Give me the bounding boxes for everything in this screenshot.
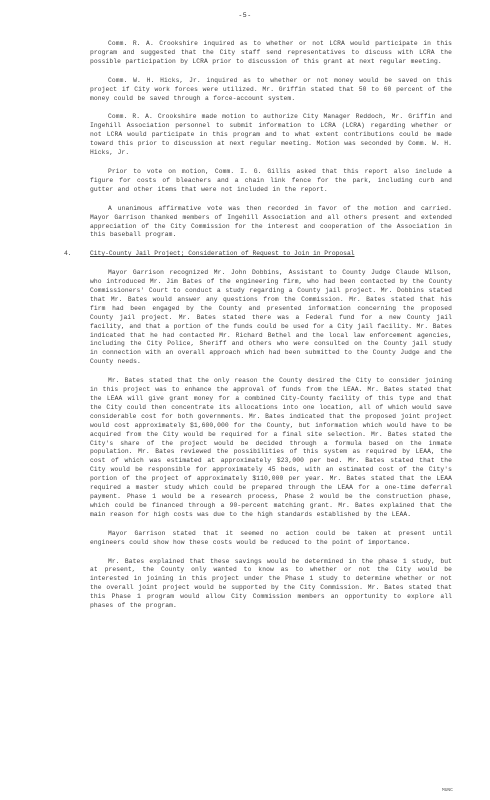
paragraph: Comm. R. A. Crookshire inquired as to whether or not LCRA would participate in this program and suggested that the City staff send representatives to discuss with LCRA the possible participation by LCRA prior to discussion of this grant at next regular meeting. [90, 40, 452, 65]
paragraph: Comm. R. A. Crookshire made motion to authorize City Manager Reddoch, Mr. Griffin and Ingehill Association personnel to submit information to LCRA (LCRA) regarding whether or not LCRA would participate in this program and to what extent contributions could be made toward this prior to discussion at next regular meeting. Motion was seconded by Comm. W. H. Hicks, Jr. [90, 113, 452, 157]
paragraph: Prior to vote on motion, Comm. I. G. Gillis asked that this report also include a figure for costs of bleachers and a chain link fence for the park, including curb and gutter and other items that were not included in the report. [90, 167, 452, 193]
minutes-body [64, 40, 452, 621]
paragraph: Mayor Garrison recognized Mr. John Dobbins, Assistant to County Judge Claude Wilson, who introduced Mr. Jim Bates of the engineering firm, who had been contacted by the County Commissioners' Court to conduct a study regarding a County jail project. Mr. Dobbins stated that Mr. Bates would answer any questions from the Commission. Mr. Bates stated that his firm had been engaged by the County and presented information concerning the proposed County jail project. Mr. Bates stated there was a Federal fund for a new County jail facility, and that a portion of the funds could be used for a City jail facility. Mr. Bates indicated that he had contacted Mr. Richard Bethel and the local law enforcement agencies, including the City Police, Sheriff and others who were consulted on the County jail study in connection with an overall approach which had been submitted to the County Judge and the County needs. [90, 269, 452, 366]
paragraph: Mr. Bates stated that the only reason the County desired the City to consider joining in this project was to enhance the approval of funds from the LEAA. Mr. Bates stated that the LEAA will give grant money for a combined City-County facility of this type and that the City could then concentrate its allocations into one location, all of which would save considerable cost for both governments. Mr. Bates indicated that the proposed joint project would cost approximately $1,600,000 for the County, but information which would have to be acquired from the City would be required for a final site selection. Mr. Bates stated the City's share of the project would be decided through a formula based on the inmate population. Mr. Bates reviewed the possibilities of this system as required by LEAA, the cost of which was estimated at approximately $23,000 per bed. Mr. Bates stated that the City would be responsible for approximately 45 beds, with an estimated cost of the City's portion of the project of approximately $110,000 per year. Mr. Bates stated that the LEAA required a master study which could be prepared through the LEAA for a one-time deferral payment. Phase 1 would be a research process, Phase 2 would be the construction phase, which could be financed through a 90-percent matching grant. Mr. Bates explained that the main reason for high costs was due to the high standards established by the LEAA. [90, 377, 452, 518]
section-heading [64, 250, 452, 259]
paragraph: Mayor Garrison stated that it seemed no action could be taken at present until engineers could show how these costs would be reduced to the point of importance. [90, 529, 452, 546]
page-number: -5- [238, 12, 252, 19]
section-title: City-County Jail Project; Consideration of Request to Join in Proposal [90, 250, 355, 258]
paragraph: Comm. W. H. Hicks, Jr. inquired as to whether or not money would be saved on this project if City work forces were utilized. Mr. Griffin stated that 50 to 60 percent of the money could be saved through a force-account system. [90, 76, 452, 102]
paragraph: A unanimous affirmative vote was then recorded in favor of the motion and carried. Mayor Garrison thanked members of Ingehill Association and all others present and extended appreciation of the City Commission for the interest and cooperation of the Association in this baseball program. [90, 204, 452, 239]
section-number: 4. [64, 250, 72, 258]
footer-code: MUNC [442, 788, 453, 793]
paragraph: Mr. Bates explained that these savings would be determined in the phase 1 study, but at present, the County only wanted to know as to whether or not the City would be interested in joining in this project under the Phase 1 study to determine whether or not the overall joint project would be supported by the City Commission. Mr. Bates stated that this Phase 1 program would allow City Commission members an opportunity to explore all phases of the program. [90, 557, 452, 610]
